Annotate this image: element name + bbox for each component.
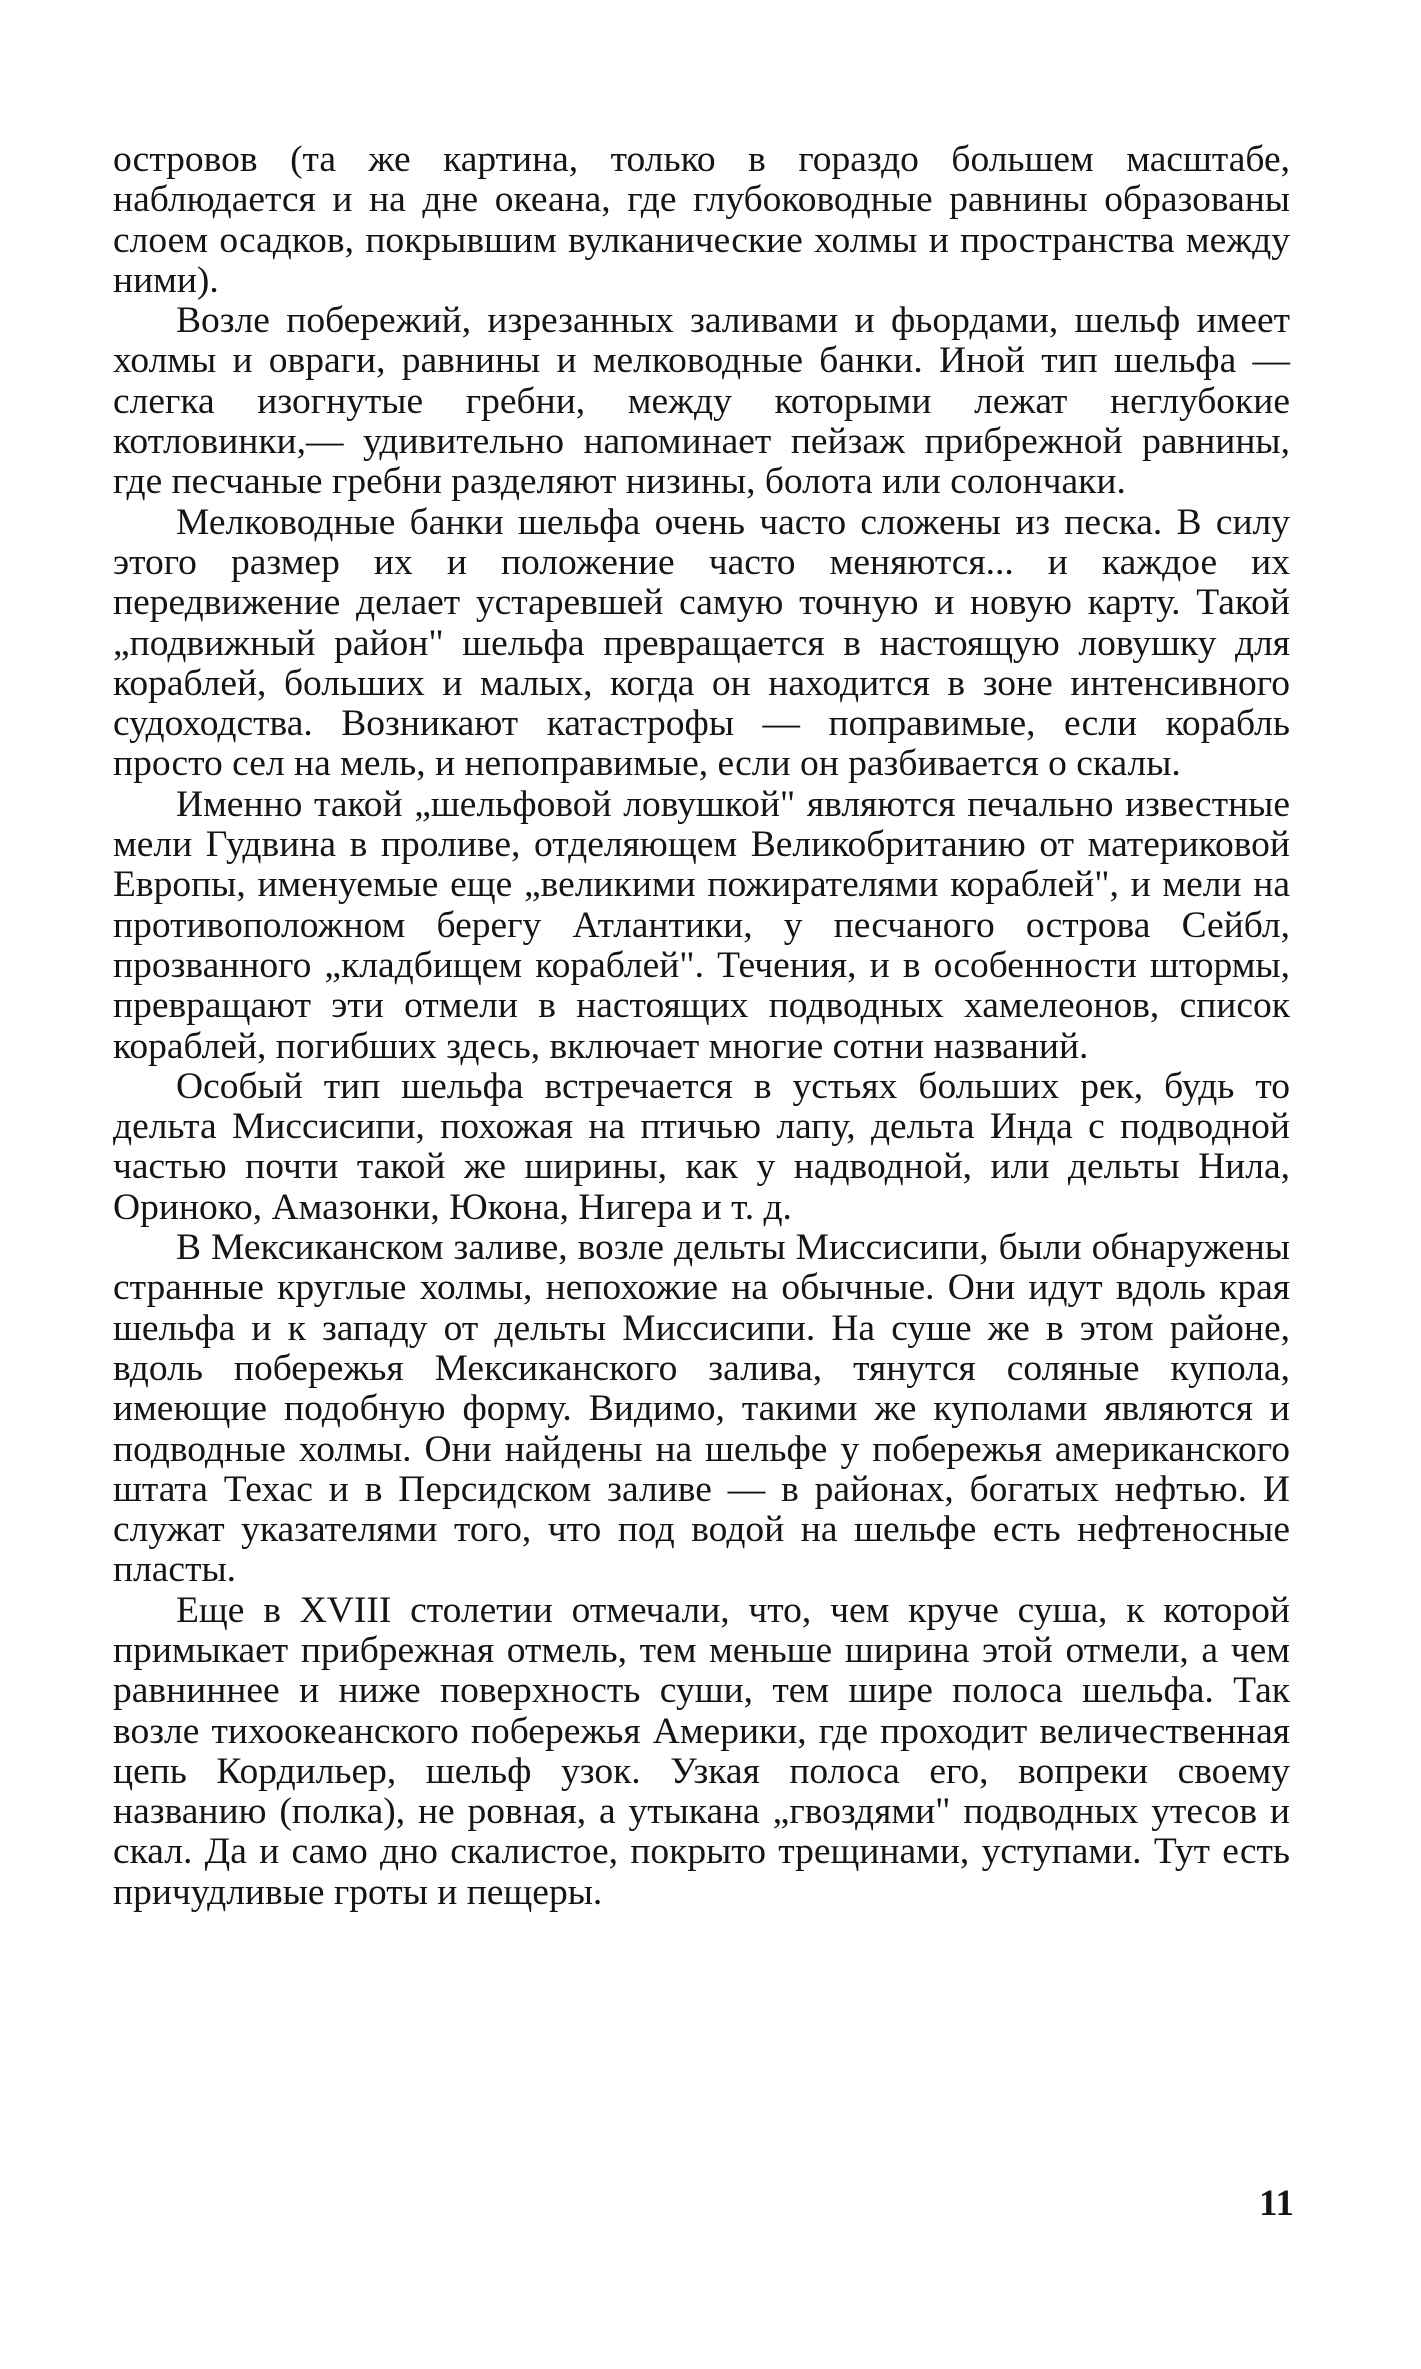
paragraph-3: Мелководные банки шельфа очень часто сложены из песка. В силу этого размер их и положение часто меняются... и каждое их передвижение делает устаревшей самую точную и новую карту. Такой „подвижный район" шельфа превращается в настоящую ловушку для кораблей, больших и малых, когда он находится в зоне интенсивного судоходства. Возникают катастрофы — поправимые, если корабль просто сел на мель, и непоправимые, если он разбивается о скалы.: [113, 501, 1290, 785]
paragraph-5: Особый тип шельфа встречается в устьях больших рек, будь то дельта Миссисипи, похожая на птичью лапу, дельта Инда с подводной частью почти такой же ширины, как у надводной, или дельты Нила, Ориноко, Амазонки, Юкона, Нигера и т. д.: [113, 1065, 1290, 1228]
paragraph-1: островов (та же картина, только в гораздо большем масштабе, наблюдается и на дне океана, где глубоководные равнины образованы слоем осадков, покрывшим вулканические холмы и пространства между ними).: [113, 139, 1290, 301]
paragraph-4: Именно такой „шельфовой ловушкой" являются печально известные мели Гудвина в проливе, отделяющем Великобританию от материковой Европы, именуемые еще „великими пожирателями кораблей", и мели на противоположном берегу Атлантики, у песчаного острова Сейбл, прозванного „кладбищем кораблей". Течения, и в особенности штормы, превращают эти отмели в настоящих подводных хамелеонов, список кораблей, погибших здесь, включает многие сотни названий.: [113, 783, 1290, 1067]
page-number: 11: [1259, 2183, 1294, 2224]
paragraph-2: Возле побережий, изрезанных заливами и фьордами, шельф имеет холмы и овраги, равнины и мелководные банки. Иной тип шельфа — слегка изогнутые гребни, между которыми лежат неглубокие котловинки,— удивительно напоминает пейзаж прибрежной равнины, где песчаные гребни разделяют низины, болота или солончаки.: [113, 300, 1290, 503]
page-body: [113, 140, 1290, 1913]
paragraph-6: В Мексиканском заливе, возле дельты Миссисипи, были обнаружены странные круглые холмы, непохожие на обычные. Они идут вдоль края шельфа и к западу от дельты Миссисипи. На суше же в этом районе, вдоль побережья Мексиканского залива, тянутся соляные купола, имеющие подобную форму. Видимо, такими же куполами являются и подводные холмы. Они найдены на шельфе у побережья американского штата Техас и в Персидском заливе — в районах, богатых нефтью. И служат указателями того, что под водой на шельфе есть нефтеносные пласты.: [113, 1227, 1290, 1591]
paragraph-7: Еще в XVIII столетии отмечали, что, чем круче суша, к которой примыкает прибрежная отмель, тем меньше ширина этой отмели, а чем равниннее и ниже поверхность суши, тем шире полоса шельфа. Так возле тихоокеанского побережья Америки, где проходит величественная цепь Кордильер, шельф узок. Узкая полоса его, вопреки своему названию (полка), не ровная, а утыкана „гвоздями" подводных утесов и скал. Да и само дно скалистое, покрыто трещинами, уступами. Тут есть причудливые гроты и пещеры.: [113, 1589, 1290, 1913]
